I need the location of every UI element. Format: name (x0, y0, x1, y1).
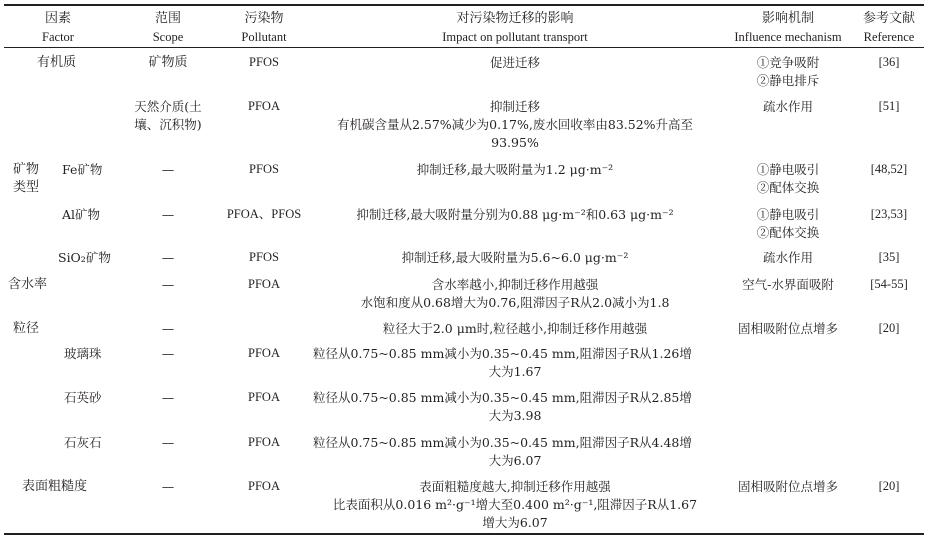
impact-cell: 粒径从0.75~0.85 mm减小为0.35~0.45 mm,阻滞因子R从1.26增 (313, 346, 692, 361)
bottom-rule (4, 533, 924, 535)
scope-dash: — (161, 346, 175, 361)
scope-cell: 矿物质 (148, 55, 188, 70)
impact-cell: 粒径从0.75~0.85 mm减小为0.35~0.45 mm,阻滞因子R从2.85增 (313, 390, 692, 405)
header-factor-zh: 因素 (44, 11, 71, 26)
scope-cell: 石灰石 (64, 435, 102, 450)
mechanism-cell: ①竞争吸附 (756, 55, 820, 70)
reference-cell: [51] (878, 99, 900, 113)
mechanism-cell: ①静电吸引 (756, 207, 820, 222)
scope-cell: 玻璃珠 (64, 346, 102, 361)
pollutant-cell: PFOA、PFOS (226, 207, 302, 221)
impact-cell: 含水率越小,抑制迁移作用越强 (431, 277, 599, 292)
scope-cell: 壤、沉积物) (134, 117, 202, 132)
pollutant-cell: PFOA (248, 277, 280, 291)
scope-cell: 天然介质(土 (134, 99, 202, 114)
pollutant-cell: PFOS (249, 250, 279, 264)
impact-cell: 93.95% (491, 135, 539, 150)
factor-cell: 类型 (13, 180, 40, 195)
pollutant-cell: PFOS (249, 55, 279, 69)
pollutant-cell: PFOA (248, 479, 280, 493)
header-scope-zh: 范围 (154, 11, 181, 26)
scope-cell: — (161, 321, 175, 336)
impact-cell: 水饱和度从0.68增大为0.76,阻滞因子R从2.0减小为1.8 (360, 295, 670, 310)
mechanism-cell: ②静电排斥 (756, 73, 820, 88)
scope-cell: — (161, 277, 175, 292)
mechanism-cell: ①静电吸引 (756, 162, 820, 177)
impact-cell: 抑制迁移,最大吸附量为1.2 μg·m⁻² (416, 162, 614, 177)
pollutant-cell: PFOS (249, 162, 279, 176)
impact-cell: 粒径大于2.0 μm时,粒径越小,抑制迁移作用越强 (382, 321, 648, 336)
pollutant-cell: PFOA (248, 390, 280, 404)
header-pollutant-en: Pollutant (241, 30, 287, 44)
impact-cell: 大为6.07 (488, 453, 542, 468)
scope-cell: — (161, 479, 175, 494)
reference-cell: [54-55] (870, 277, 908, 291)
reference-cell: [23,53] (870, 207, 908, 221)
factor-cell: 矿物 (13, 162, 40, 177)
header-impact-en: Impact on pollutant transport (442, 30, 588, 44)
factor-cell: 有机质 (37, 55, 77, 70)
scope-cell: 石英砂 (64, 390, 102, 405)
mechanism-cell: 固相吸附位点增多 (737, 321, 838, 336)
header-mechanism-en: Influence mechanism (734, 30, 842, 44)
impact-cell: 表面粗糙度越大,抑制迁移作用越强 (419, 479, 611, 494)
factor-cell: 含水率 (8, 277, 48, 292)
impact-cell: 增大为6.07 (482, 515, 548, 530)
scope-cell: Al矿物 (62, 207, 101, 222)
reference-cell: [35] (878, 250, 900, 264)
impact-cell: 比表面积从0.016 m²·g⁻¹增大至0.400 m²·g⁻¹,阻滞因子R从1.67 (332, 497, 698, 512)
mechanism-cell: 疏水作用 (762, 250, 813, 265)
top-rule (4, 4, 924, 6)
impact-cell: 粒径从0.75~0.85 mm减小为0.35~0.45 mm,阻滞因子R从4.48增 (313, 435, 692, 450)
scope-dash: — (161, 207, 175, 222)
mechanism-cell: 空气-水界面吸附 (742, 277, 834, 292)
factor-cell: 表面粗糙度 (22, 479, 88, 494)
reference-cell: [36] (878, 55, 900, 69)
impact-cell: 促进迁移 (489, 55, 540, 70)
impact-cell: 有机碳含量从2.57%减少为0.17%,废水回收率由83.52%升高至 (336, 117, 694, 132)
impact-cell: 抑制迁移,最大吸附量分别为0.88 μg·m⁻²和0.63 μg·m⁻² (356, 207, 674, 222)
reference-cell: [48,52] (870, 162, 908, 176)
scope-dash: — (161, 390, 175, 405)
mechanism-cell: 疏水作用 (762, 99, 813, 114)
impact-cell: 大为1.67 (488, 364, 542, 379)
header-ref-zh: 参考文献 (862, 11, 915, 26)
pollutant-cell: PFOA (248, 346, 280, 360)
reference-cell: [20] (878, 479, 900, 493)
pollutant-cell: PFOA (248, 435, 280, 449)
impact-cell: 抑制迁移,最大吸附量为5.6~6.0 μg·m⁻² (401, 250, 629, 265)
header-mechanism-zh: 影响机制 (761, 11, 814, 26)
header-rule (4, 47, 924, 48)
header-scope-en: Scope (152, 30, 184, 44)
scope-dash: — (161, 435, 175, 450)
scope-cell: Fe矿物 (62, 162, 103, 177)
mechanism-cell: 固相吸附位点增多 (737, 479, 838, 494)
scope-cell: SiO₂矿物 (58, 250, 111, 265)
header-impact-zh: 对污染物迁移的影响 (456, 11, 574, 26)
pollutant-cell: PFOA (248, 99, 280, 113)
header-factor-en: Factor (42, 30, 74, 44)
header-pollutant-zh: 污染物 (244, 11, 284, 26)
reference-cell: [20] (878, 321, 900, 335)
impact-cell: 大为3.98 (488, 408, 542, 423)
mechanism-cell: ②配体交换 (756, 225, 820, 240)
impact-cell: 抑制迁移 (489, 99, 540, 114)
header-ref-en: Reference (863, 30, 915, 44)
mechanism-cell: ②配体交换 (756, 180, 820, 195)
scope-dash: — (161, 162, 175, 177)
scope-dash: — (161, 250, 175, 265)
factor-cell: 粒径 (13, 321, 40, 336)
